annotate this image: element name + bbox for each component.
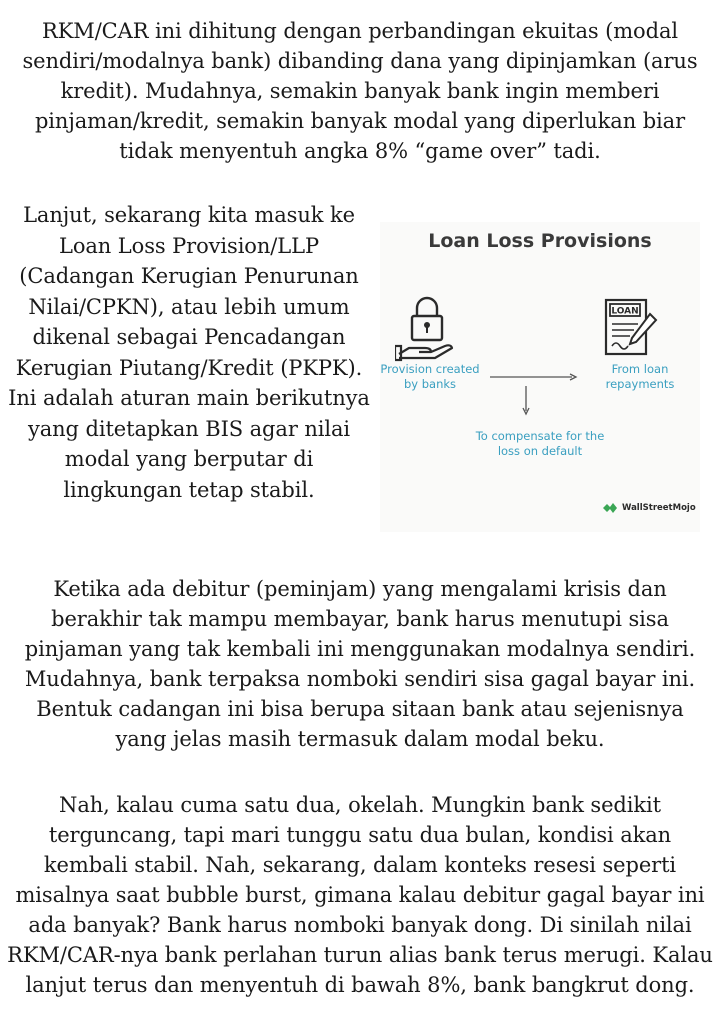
arrow-right-icon	[490, 372, 578, 382]
paragraph-llp-intro: Lanjut, sekarang kita masuk ke Loan Loss Provision/LLP (Cadangan Kerugian Penurunan Nilai/CPKN), atau lebih umum dikenal sebagai Pencadangan Kerugian Piutang/Kredit (PKPK). Ini adalah aturan main berikutnya yang ditetapkan BIS agar nilai modal yang berputar di lingkungan tetap stabil.	[8, 203, 370, 502]
brand-name: WallStreetMojo	[622, 503, 696, 513]
loan-document-icon	[600, 296, 660, 360]
paragraph-default-coverage: Ketika ada debitur (peminjam) yang mengalami krisis dan berakhir tak mampu membayar, bank harus menutupi sisa pinjaman yang tak kembali ini menggunakan modalnya sendiri. Mudahnya, bank terpaksa nomboki sendiri sisa gagal bayar ini. Bentuk cadangan ini bisa berupa sitaan bank atau sejenisnya yang jelas masih termasuk dalam modal beku.	[24, 577, 696, 751]
wallstreetmojo-brand	[602, 502, 696, 514]
loan-loss-provisions-figure	[380, 222, 700, 532]
lock-in-hand-icon	[395, 294, 459, 362]
caption-provision-created: Provision created by banks	[380, 362, 480, 391]
figure-title: Loan Loss Provisions	[428, 230, 652, 252]
loan-icon-label: LOAN	[611, 306, 639, 317]
caption-compensate-loss: To compensate for the loss on default	[475, 429, 605, 458]
arrow-down-icon	[521, 386, 531, 416]
paragraph-recession-scenario: Nah, kalau cuma satu dua, okelah. Mungkin bank sedikit terguncang, tapi mari tunggu satu dua bulan, kondisi akan kembali stabil. Nah, sekarang, dalam konteks resesi seperti misalnya saat bubble burst, gimana kalau debitur gagal bayar ini ada banyak? Bank harus nomboki banyak dong. Di sinilah nilai RKM/CAR-nya bank perlahan turun alias bank terus merugi. Kalau lanjut terus dan menyentuh di bawah 8%, bank bangkrut dong.	[7, 793, 713, 997]
caption-from-loan-repayments: From loan repayments	[605, 362, 675, 391]
wallstreetmojo-logo-icon	[602, 502, 618, 514]
paragraph-car-explanation: RKM/CAR ini dihitung dengan perbandingan ekuitas (modal sendiri/modalnya bank) dibanding dana yang dipinjamkan (arus kredit). Mudahnya, semakin banyak bank ingin memberi pinjaman/kredit, semakin banyak modal yang diperlukan biar tidak menyentuh angka 8% “game over” tadi.	[22, 19, 698, 163]
